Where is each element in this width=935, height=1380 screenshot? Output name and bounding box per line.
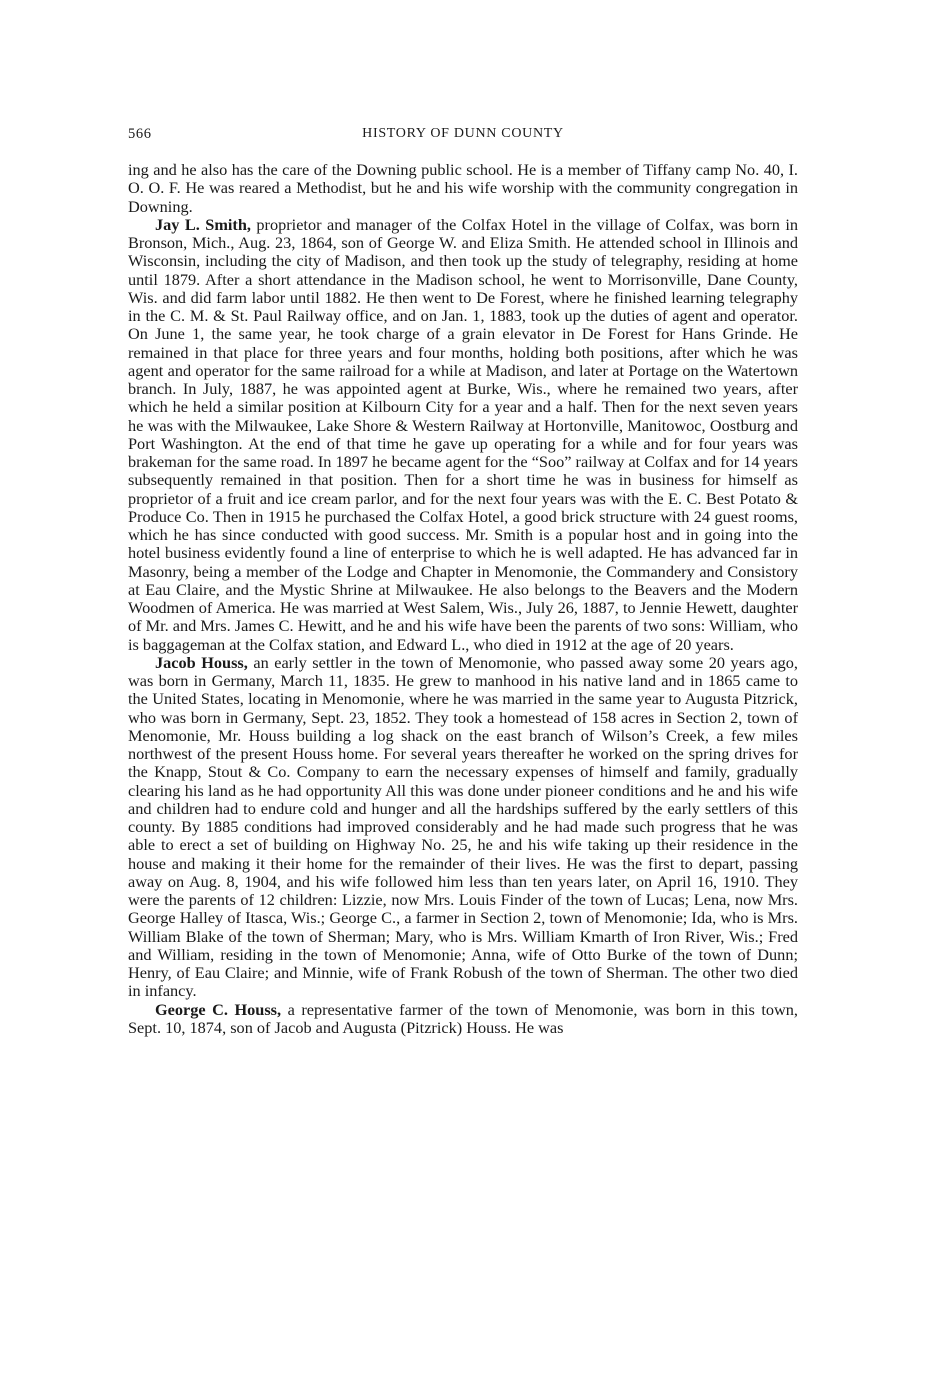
- biography-jacob-houss: [128, 654, 798, 1001]
- paragraph-text: a representative farmer of the town of Menomonie, was born in this town, Sept. 10, 1874, son of Jacob and Augusta (Pitzrick) Houss. He was: [128, 999, 799, 1037]
- biography-name: Jay L. Smith,: [155, 214, 251, 234]
- running-header: [128, 124, 798, 148]
- biography-name: Jacob Houss,: [155, 652, 248, 672]
- page-number: 566: [128, 126, 152, 142]
- biography-george-c-houss: [128, 1001, 798, 1038]
- paragraph-text: ing and he also has the care of the Downing public school. He is a member of Tiffany camp No. 40, I. O. O. F. He was reared a Methodist, but he and his wife worship with the community congregation in Downing.: [128, 160, 798, 216]
- paragraph-text: an early settler in the town of Menomonie, who passed away some 20 years ago, was born in Germany, March 11, 1835. He grew to manhood in his native land and in 1865 came to the United States, locating in Menomonie, where he was married in the same year to Augusta Pitzrick, who was born in Germany, Sept. 23, 1852. They took a homestead of 158 acres in Section 2, town of Menomonie, Mr. Houss building a log shack on the east branch of Wilson’s Creek, a few miles northwest of the present Houss home. For several years thereafter he worked on the spring drives for the Knapp, Stout & Co. Company to earn the necessary expenses of himself and family, gradually clearing his land as he had opportunity All this was done under pioneer conditions and he and his wife and children had to endure cold and hunger and all the hardships suffered by the early settlers of this county. By 1885 conditions had improved considerably and he had made such progress that he was able to erect a set of building on Highway No. 25, he and his wife taking up their residence in the house and making it their home for the remainder of their lives. He was the first to depart, passing away on Aug. 8, 1904, and his wife followed him less than ten years later, on April 16, 1910. They were the parents of 12 children: Lizzie, now Mrs. Louis Finder of the town of Lucas; Lena, now Mrs. George Halley of Itasca, Wis.; George C., a farmer in Section 2, town of Menomonie; Ida, who is Mrs. William Blake of the town of Sherman; Mary, who is Mrs. William Kmarth of Iron River, Wis.; Fred and William, residing in the town of Menomonie; Anna, wife of Otto Burke of the town of Dunn; Henry, of Eau Claire; and Minnie, wife of Frank Robush of the town of Sherman. The other two died in infancy.: [128, 652, 798, 1001]
- book-title: HISTORY OF DUNN COUNTY: [362, 126, 564, 141]
- paragraph-text: proprietor and manager of the Colfax Hotel in the village of Colfax, was born in Bronson, Mich., Aug. 23, 1864, son of George W. and Eliza Smith. He attended school in Illinois and Wisconsin, including the city of Madison, and then took up the study of telegraphy, residing at home until 1879. After a short attendance in the Madison school, he went to Morrisonville, Dane County, Wis. and did farm labor until 1882. He then went to De Forest, where he finished learning telegraphy in the C. M. & St. Paul Railway office, and on Jan. 1, 1883, took up the duties of agent and operator. On June 1, the same year, he took charge of a grain elevator in De Forest for Hans Grinde. He remained in that place for three years and four months, holding both positions, after which he was agent and operator for the same railroad for a while at Madison, and later at Portage on the Watertown branch. In July, 1887, he was appointed agent at Burke, Wis., where he remained two years, after which he held a similar position at Kilbourn City for a year and a half. Then for the next seven years he was with the Milwaukee, Lake Shore & Western Railway at Hortonville, Manitowoc, Oostburg and Port Washington. At the end of that time he gave up operating for a while and for four years was brakeman for the same road. In 1897 he became agent for the “Soo” railway at Colfax and for 14 years subsequently remained in that position. Then for a short time he was in business for himself as proprietor of a fruit and ice cream parlor, and for the next four years was with the E. C. Best Potato & Produce Co. Then in 1915 he purchased the Colfax Hotel, a good brick structure with 24 guest rooms, which he has since conducted with good success. Mr. Smith is a popular host and in going into the hotel business evidently found a line of enterprise to which he is well adapted. He has advanced far in Masonry, being a member of the Lodge and Chapter in Menomonie, the Commandery and Consistory at Eau Claire, and the Mystic Shrine at Milwaukee. He also belongs to the Beavers and the Modern Woodmen of America. He was married at West Salem, Wis., July 26, 1887, to Jennie Hewett, daughter of Mr. and Mrs. James C. Hewitt, and he and his wife have been the parents of two sons: William, who is baggageman at the Colfax station, and Edward L., who died in 1912 at the age of 20 years.: [128, 214, 798, 654]
- biography-name: George C. Houss,: [155, 999, 282, 1019]
- paragraph-continuation: [128, 161, 798, 216]
- body-text: [128, 161, 798, 1037]
- book-page: [128, 124, 798, 1037]
- biography-jay-l-smith: [128, 216, 798, 654]
